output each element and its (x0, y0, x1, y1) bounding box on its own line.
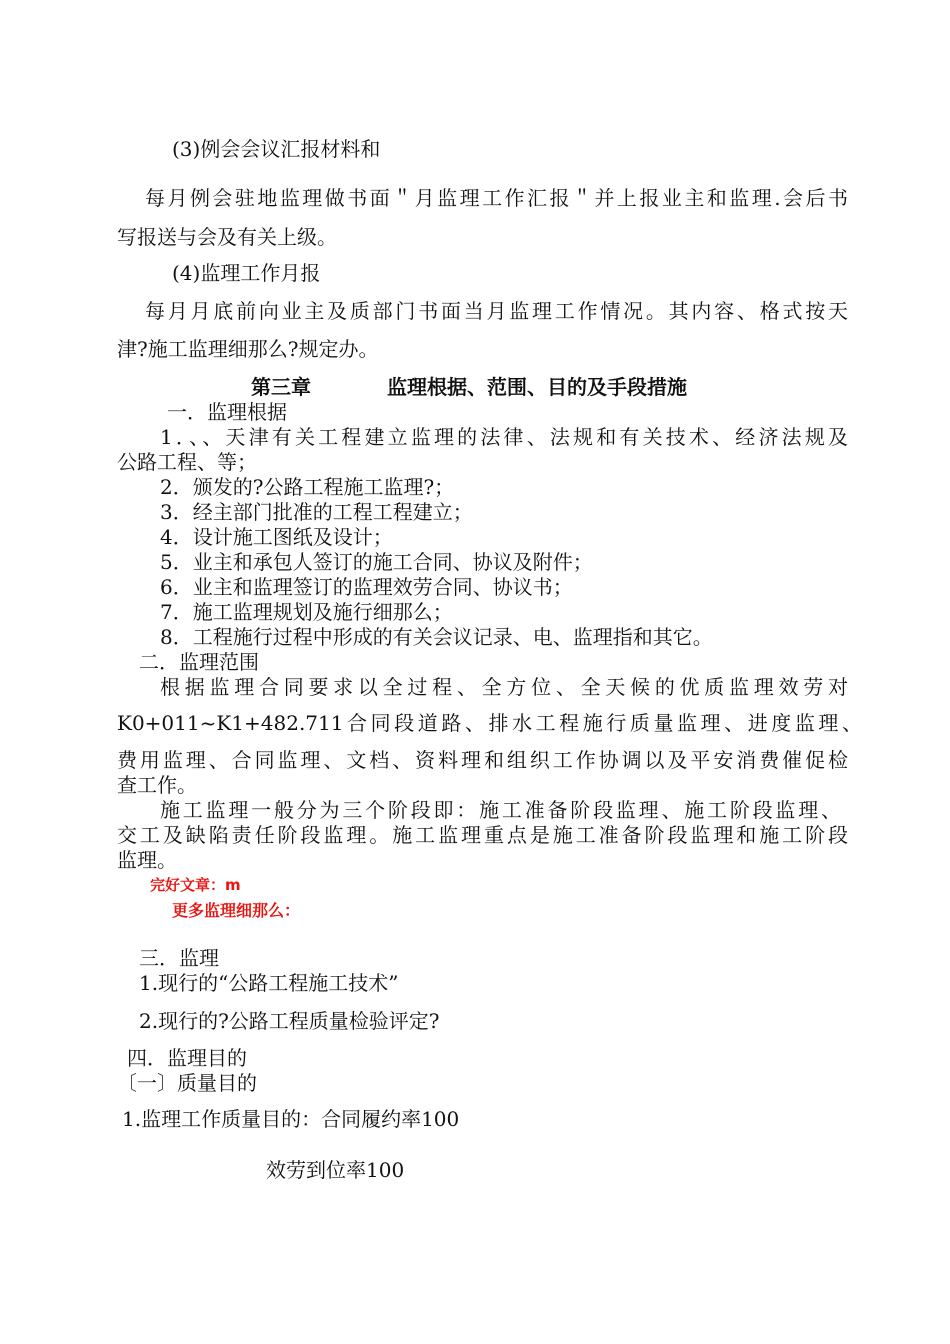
list-item-continued: 公路工程、等； (117, 450, 257, 474)
paragraph-line: 根据监理合同要求以全过程、全方位、全天候的优质监理效劳对 (160, 675, 848, 699)
paragraph-line: K0+011~K1+482.711合同段道路、排水工程施行质量监理、进度监理、 (117, 711, 862, 735)
list-item: 6．业主和监理签订的监理效劳合同、协议书； (160, 575, 573, 599)
subsection-heading: 〔一〕质量目的 (117, 1071, 257, 1095)
list-item: 3．经主部门批准的工程工程建立； (160, 500, 473, 524)
paragraph-line: 每月月底前向业主及质部门书面当月监理工作情况。其内容、格式按天 (145, 299, 848, 323)
list-item: 2.现行的?公路工程质量检验评定? (139, 1009, 440, 1033)
paragraph-line: 查工作。 (117, 773, 197, 797)
section-heading: 二．监理范围 (139, 650, 259, 674)
list-item: 7．施工监理规划及施行细那么； (160, 600, 453, 624)
section-heading: 三．监理 (139, 946, 219, 970)
chapter-number: 第三章 (251, 375, 311, 399)
paragraph-line: 费用监理、合同监理、文档、资料理和组织工作协调以及平安消费催促检 (117, 748, 848, 772)
list-item: 5．业主和承包人签订的施工合同、协议及附件； (160, 550, 593, 574)
heading-meeting-report: (3)例会会议汇报材料和 (172, 137, 381, 161)
paragraph-line: 津?施工监理细那么?规定办。 (117, 337, 379, 361)
list-item: 1.监理工作质量目的：合同履约率100 (122, 1107, 460, 1131)
heading-monthly-report: (4)监理工作月报 (172, 261, 321, 285)
paragraph-line: 写报送与会及有关上级。 (117, 225, 337, 249)
red-note-link: 完好文章：m (150, 876, 241, 894)
list-item: 1．、、天津有关工程建立监理的法律、法规和有关技术、经济法规及 (160, 425, 848, 449)
list-item-continued: 效劳到位率100 (266, 1158, 405, 1182)
chapter-title: 监理根据、范围、目的及手段措施 (387, 375, 687, 399)
list-item: 1.现行的“公路工程施工技术” (139, 971, 399, 995)
paragraph-line: 每月例会驻地监理做书面＂月监理工作汇报＂并上报业主和监理.会后书 (145, 186, 848, 210)
red-note-more: 更多监理细那么： (172, 901, 301, 920)
section-heading: 四．监理目的 (127, 1046, 247, 1070)
list-item: 2．颁发的?公路工程施工监理?； (160, 475, 455, 499)
section-heading: 一．监理根据 (167, 400, 287, 424)
paragraph-line: 施工监理一般分为三个阶段即：施工准备阶段监理、施工阶段监理、 (160, 798, 841, 822)
paragraph-line: 监理。 (117, 848, 177, 872)
paragraph-line: 交工及缺陷责任阶段监理。施工监理重点是施工准备阶段监理和施工阶段 (117, 823, 848, 847)
list-item: 8．工程施行过程中形成的有关会议记录、电、监理指和其它。 (160, 625, 713, 649)
list-item: 4．设计施工图纸及设计； (160, 525, 393, 549)
